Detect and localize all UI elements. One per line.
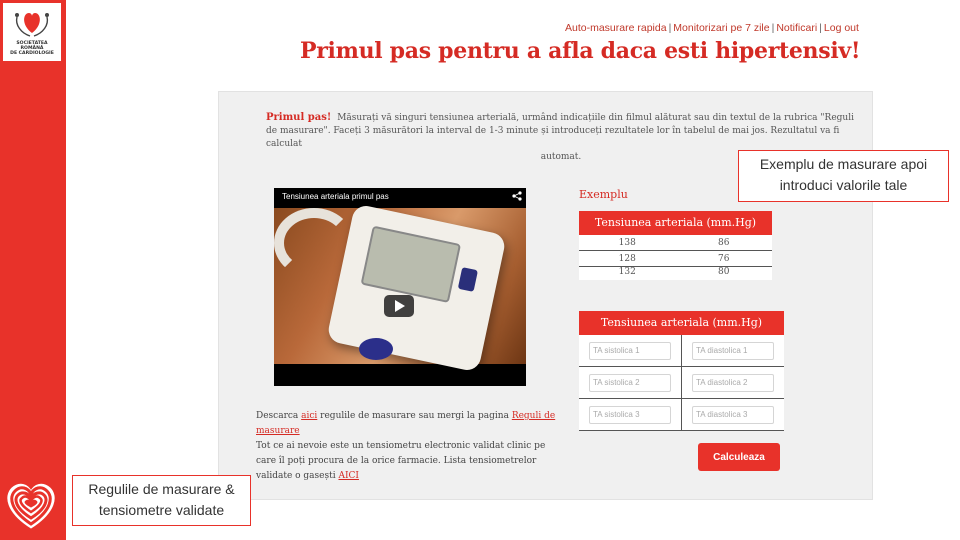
- example-diastolic: 76: [718, 254, 730, 264]
- measurement-table: [579, 311, 784, 431]
- example-diastolic: 86: [718, 238, 730, 248]
- nav-notificari[interactable]: Notificari: [776, 22, 818, 34]
- org-name: [5, 41, 59, 56]
- systolic-input-3[interactable]: [589, 406, 671, 424]
- example-table-header: Tensiunea arteriala (mm.Hg): [579, 211, 772, 235]
- nav-separator: |: [771, 22, 775, 34]
- example-table: [579, 211, 772, 280]
- callout-example-note: Exemplu de masurare apoi introduci valorile tale: [738, 150, 949, 202]
- video-title: Tensiunea arteriala primul pas: [282, 192, 389, 201]
- systolic-cell: [579, 367, 682, 398]
- rules-text: [256, 409, 556, 484]
- example-label: Exemplu: [579, 188, 628, 201]
- systolic-cell: [579, 335, 682, 366]
- play-icon[interactable]: [384, 295, 414, 317]
- nav-separator: |: [819, 22, 822, 34]
- example-row: [579, 267, 772, 280]
- share-icon[interactable]: [512, 191, 522, 201]
- example-systolic: 128: [618, 254, 636, 264]
- tensiometer-paragraph: [256, 439, 556, 484]
- top-nav: [565, 22, 859, 34]
- diastolic-input-1[interactable]: [692, 342, 774, 360]
- callout-rules-note: Regulile de masurare & tensiometre validate: [72, 475, 251, 526]
- rules-paragraph: [256, 409, 556, 439]
- rules-text-part: Descarca: [256, 411, 302, 421]
- diastolic-input-3[interactable]: [692, 406, 774, 424]
- example-systolic: 132: [618, 267, 636, 277]
- measurement-table-header: Tensiunea arteriala (mm.Hg): [579, 311, 784, 335]
- intro-lead: Primul pas!: [266, 112, 332, 123]
- nav-separator: |: [668, 22, 672, 34]
- heart-hands-icon: [3, 3, 61, 41]
- tensiometer-text: Tot ce ai nevoie este un tensiometru electronic validat clinic pe care îl poți procura de la orice farmacie. Lista tensiometrelor validate o gasești: [256, 441, 546, 481]
- nav-auto-masurare[interactable]: Auto-masurare rapida: [565, 22, 667, 34]
- calculate-button[interactable]: Calculeaza: [698, 443, 780, 471]
- example-row: [579, 235, 772, 251]
- intro-body: Măsurați vă singuri tensiunea arterială, urmând indicațiile din filmul alăturat sau din textul de la rubrica "Reguli de masurare". Faceți 3 măsurători la interval de 1-3 minute și introduceți rezultatele lor în tabelul de mai jos. Rezultatul va fi calculat: [266, 113, 854, 149]
- measurement-row: [579, 367, 784, 399]
- measurement-row: [579, 399, 784, 431]
- video-frame: [274, 208, 526, 364]
- device-button: [458, 267, 478, 292]
- page-title: Primul pas pentru a afla daca esti hipertensiv!: [300, 38, 861, 64]
- diastolic-cell: [682, 367, 784, 398]
- video-player[interactable]: [274, 188, 526, 386]
- example-diastolic: 80: [718, 267, 730, 277]
- sidebar: [0, 0, 66, 540]
- validated-list-link[interactable]: AICI: [338, 471, 359, 481]
- intro-tail: automat.: [540, 152, 582, 162]
- nav-log-out[interactable]: Log out: [823, 22, 859, 34]
- nav-monitorizari[interactable]: Monitorizari pe 7 zile: [673, 22, 770, 34]
- org-name-line1: SOCIETATEA ROMÂNĂ: [16, 41, 48, 51]
- systolic-input-2[interactable]: [589, 374, 671, 392]
- systolic-input-1[interactable]: [589, 342, 671, 360]
- rules-page-link[interactable]: Reguli de masurare: [256, 411, 556, 436]
- rules-text-part: regulile de masurare sau mergi la pagina: [317, 411, 512, 421]
- measurement-row: [579, 335, 784, 367]
- org-name-line2: DE CARDIOLOGIE: [10, 51, 54, 56]
- systolic-cell: [579, 399, 682, 430]
- diastolic-input-2[interactable]: [692, 374, 774, 392]
- example-systolic: 138: [618, 238, 636, 248]
- device-screen: [361, 226, 462, 303]
- src-logo[interactable]: [3, 3, 61, 61]
- concentric-heart-icon: [2, 478, 60, 532]
- hose-connector: [359, 338, 393, 360]
- tensiometer-image: [326, 203, 507, 372]
- example-row: [579, 251, 772, 267]
- diastolic-cell: [682, 399, 784, 430]
- download-rules-link[interactable]: aici: [301, 411, 318, 421]
- diastolic-cell: [682, 335, 784, 366]
